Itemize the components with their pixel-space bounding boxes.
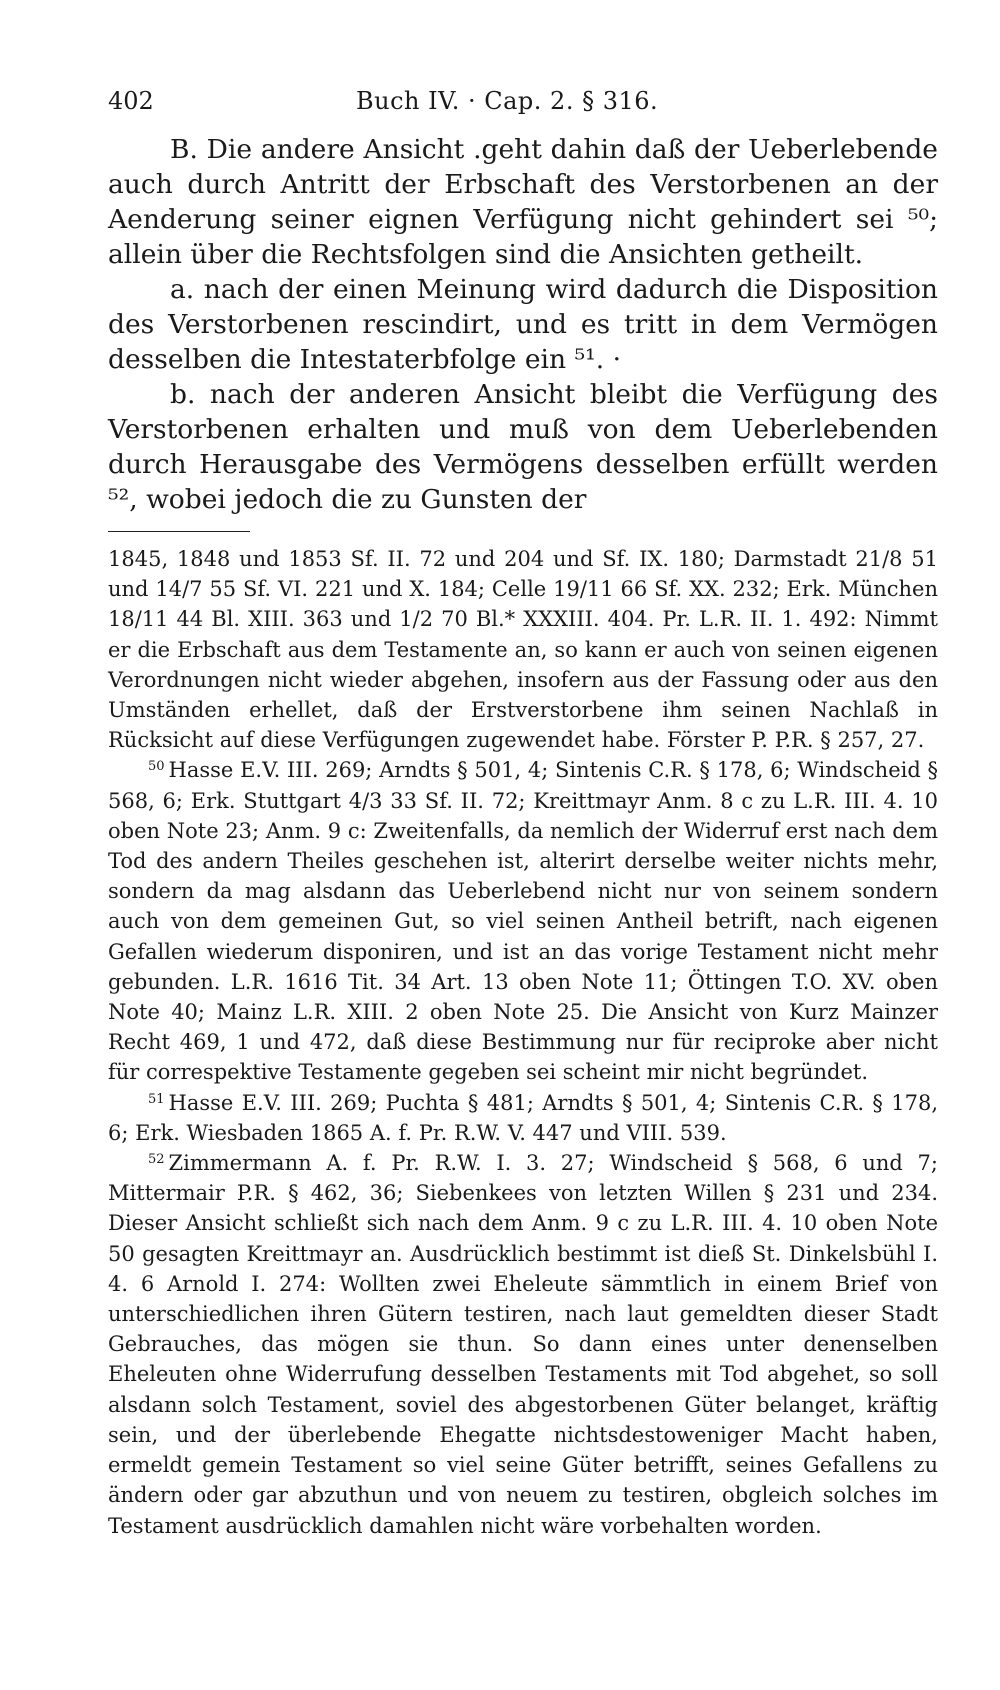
footnote-51-text: Hasse E.V. III. 269; Puchta § 481; Arndts § 501, 4; Sintenis C.R. § 178, 6; Erk. Wiesbaden 1865 A. f. Pr. R.W. V. 447 und VIII. 539. — [108, 1090, 938, 1145]
footnote-52-text: Zimmermann A. f. Pr. R.W. I. 3. 27; Windscheid § 568, 6 und 7; Mittermair P.R. § 462, 36; Siebenkees von letzten Willen § 231 und 234. Dieser Ansicht schließt sich nach dem Anm. 9 c zu L.R. III. 4. 10 oben Note 50 gesagten Kreittmayr an. Ausdrücklich bestimmt ist dieß St. Dinkelsbühl I. 4. 6 Arnold I. 274: Wollten zwei Eheleute sämmtlich in einem Brief von unterschiedlichen ihren Gütern testiren, nach laut gemeldten dieser Stadt Gebrauches, das mögen sie thun. So dann eines unter denenselben Eheleuten ohne Widerrufung desselben Testaments mit Tod abgehet, so soll alsdann solch Testament, soviel des abgestorbenen Güter belanget, kräftig sein, und der überlebende Ehegatte nichtsdestoweniger Macht haben, ermeldt gemein Testament so viel seine Güter betrifft, seines Gefallens zu ändern oder gar abzuthun und von neuem zu testiren, obgleich solches im Testament ausdrücklich damahlen nicht wäre vorbehalten worden. — [108, 1151, 938, 1538]
main-text — [108, 132, 938, 517]
footnotes — [108, 544, 938, 1541]
footnote-marker-50: 50 — [148, 759, 165, 775]
paragraph-b-lower: b. nach der anderen Ansicht bleibt die Verfügung des Verstorbenen erhalten und muß von dem Ueberlebenden durch Herausgabe des Vermögens desselben erfüllt werden ⁵², wobei jedoch die zu Gunsten der — [108, 379, 938, 515]
footnote-continued: 1845, 1848 und 1853 Sf. II. 72 und 204 und Sf. IX. 180; Darmstadt 21/8 51 und 14/7 55 Sf. VI. 221 und X. 184; Celle 19/11 66 Sf. XX. 232; Erk. München 18/11 44 Bl. XIII. 363 und 1/2 70 Bl.* XXXIII. 404. Pr. L.R. II. 1. 492: Nimmt er die Erbschaft aus dem Testamente an, so kann er auch von seinen eigenen Verordnungen nicht wieder abgehen, insofern aus der Fassung oder aus den Umständen erhellet, daß der Erstverstorbene ihm seinen Nachlaß in Rücksicht auf diese Verfügungen zugewendet habe. Förster P. P.R. § 257, 27. — [108, 547, 938, 753]
page-number: 402 — [108, 87, 154, 115]
footnote-marker-51: 51 — [148, 1091, 165, 1107]
footnote-51 — [108, 1088, 938, 1148]
footnote-marker-52: 52 — [148, 1152, 165, 1168]
footnote-52 — [108, 1148, 938, 1541]
footnote-50 — [108, 755, 938, 1087]
footnote-separator — [108, 531, 250, 532]
running-title: Buch IV. · Cap. 2. § 316. — [356, 87, 659, 115]
paragraph-a: a. nach der einen Meinung wird dadurch die Disposition des Verstorbenen rescindirt, und es tritt in dem Vermögen desselben die Intestaterbfolge ein ⁵¹. · — [108, 274, 938, 375]
paragraph-b: B. Die andere Ansicht .geht dahin daß der Ueberlebende auch durch Antritt der Erbschaft des Verstorbenen an der Aenderung seiner eignen Verfügung nicht gehindert sei ⁵⁰; allein über die Rechtsfolgen sind die Ansichten getheilt. — [108, 134, 938, 270]
footnote-50-text: Hasse E.V. III. 269; Arndts § 501, 4; Sintenis C.R. § 178, 6; Windscheid § 568, 6; Erk. Stuttgart 4/3 33 Sf. II. 72; Kreittmayr Anm. 8 c zu L.R. III. 4. 10 oben Note 23; Anm. 9 c: Zweitenfalls, da nemlich der Widerruf erst nach dem Tod des andern Theiles geschehen ist, alterirt derselbe weiter nichts mehr, sondern da mag alsdann das Ueberlebend nicht nur von seinem sondern auch von dem gemeinen Gut, so viel seinen Antheil betrift, nach eigenen Gefallen wiederum disponiren, und ist an das vorige Testament nicht mehr gebunden. L.R. 1616 Tit. 34 Art. 13 oben Note 11; Öttingen T.O. XV. oben Note 40; Mainz L.R. XIII. 2 oben Note 25. Die Ansicht von Kurz Mainzer Recht 469, 1 und 472, daß diese Bestimmung nur für reciproke aber nicht für correspektive Testamente gegeben sei scheint mir nicht begründet. — [108, 758, 938, 1085]
running-header — [108, 86, 938, 118]
